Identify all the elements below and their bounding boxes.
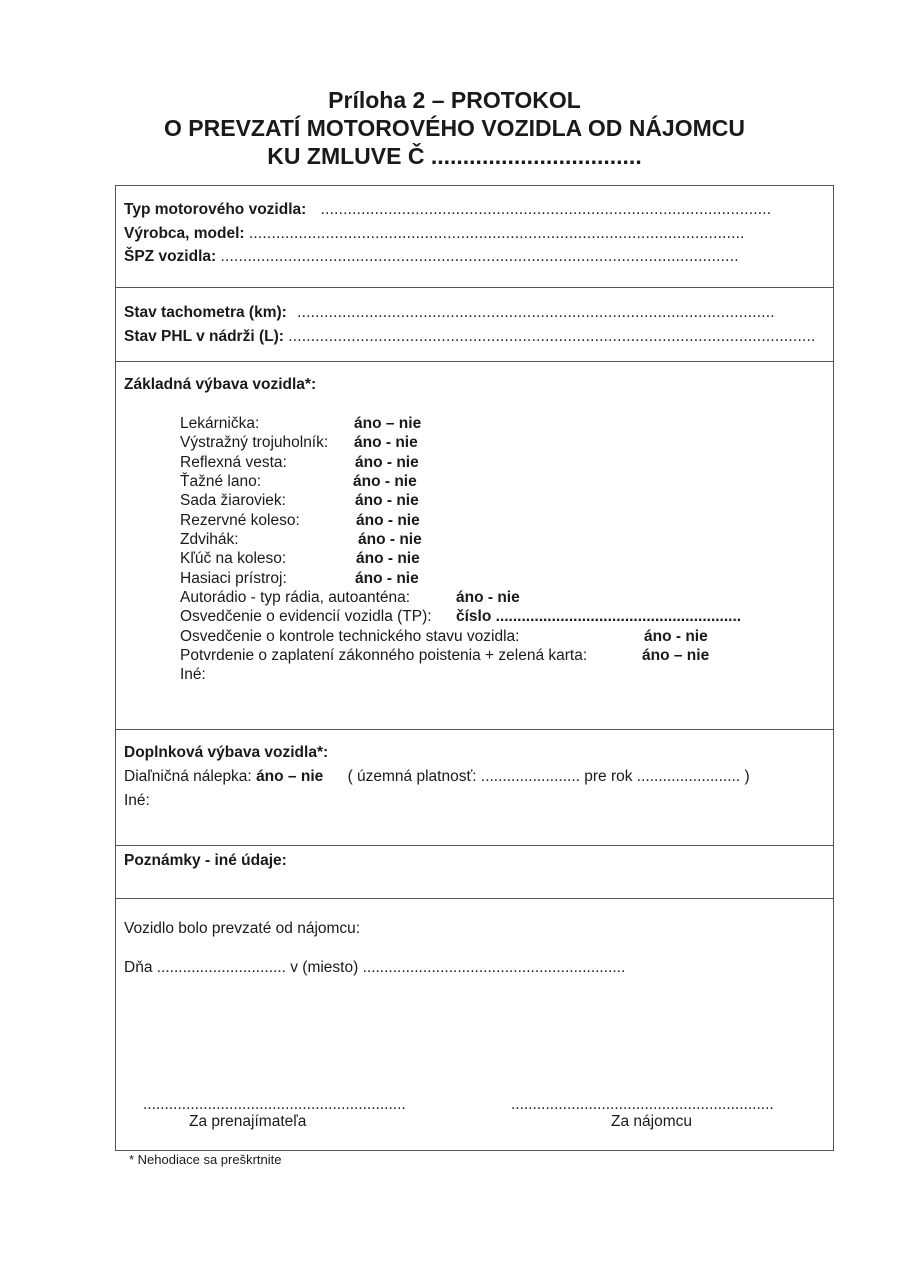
vehicle-type-field[interactable]: ....................................................................................................	[320, 201, 772, 218]
equipment-item-answer[interactable]: áno – nie	[642, 647, 710, 664]
notes-heading: Poznámky - iné údaje:	[124, 852, 287, 869]
equipment-item-answer[interactable]: áno - nie	[353, 473, 417, 490]
section-divider	[115, 287, 834, 288]
section-divider	[115, 898, 834, 899]
vehicle-maker-row	[124, 224, 745, 243]
extra-other-label: Iné:	[124, 792, 150, 809]
footnote: * Nehodiace sa preškrtnite	[129, 1152, 282, 1167]
document-title	[0, 86, 909, 170]
equipment-item-answer[interactable]: áno - nie	[355, 454, 419, 471]
vehicle-maker-field[interactable]: ..............................................................................................................	[248, 225, 745, 242]
equipment-item-label: Iné:	[180, 666, 206, 683]
equipment-item-label: Sada žiaroviek:	[180, 492, 286, 509]
vignette-detail[interactable]: ( územná platnosť: ....................... pre rok ........................ )	[347, 768, 750, 785]
equipment-item-answer[interactable]: áno - nie	[358, 531, 422, 548]
fuel-label: Stav PHL v nádrži (L):	[124, 328, 284, 345]
equipment-item-label: Hasiaci prístroj:	[180, 570, 287, 587]
equipment-item-label: Výstražný trojuholník:	[180, 434, 329, 451]
odometer-row	[124, 303, 775, 322]
vehicle-plate-row	[124, 247, 739, 266]
vignette-answer[interactable]: áno – nie	[256, 768, 324, 785]
equipment-item-label: Kľúč na koleso:	[180, 550, 287, 567]
fuel-field[interactable]: .....................................................................................................................	[288, 328, 816, 345]
vehicle-plate-field[interactable]: ...................................................................................................................	[220, 248, 739, 265]
equipment-item-label: Osvedčenie o evidencií vozidla (TP):	[180, 608, 432, 625]
extra-equipment-heading: Doplnková výbava vozidla*:	[124, 744, 329, 761]
lessee-label: Za nájomcu	[611, 1113, 692, 1130]
fuel-row	[124, 327, 815, 346]
equipment-item-answer[interactable]: áno - nie	[355, 492, 419, 509]
equipment-item-label: Osvedčenie o kontrole technického stavu vozidla:	[180, 628, 520, 645]
lessor-signature-line[interactable]: .............................................................	[143, 1096, 406, 1113]
equipment-item-answer[interactable]: áno - nie	[355, 570, 419, 587]
equipment-item-answer[interactable]: áno - nie	[456, 589, 520, 606]
equipment-item-answer[interactable]: áno - nie	[356, 512, 420, 529]
section-divider	[115, 361, 834, 362]
lessor-label: Za prenajímateľa	[189, 1113, 307, 1130]
equipment-item-answer[interactable]: áno - nie	[356, 550, 420, 567]
title-line-2: O PREVZATÍ MOTOROVÉHO VOZIDLA OD NÁJOMCU	[164, 115, 745, 141]
lessee-signature-line[interactable]: .............................................................	[511, 1096, 774, 1113]
equipment-item-label: Ťažné lano:	[180, 473, 261, 490]
equipment-item-label: Rezervné koleso:	[180, 512, 300, 529]
section-divider	[115, 845, 834, 846]
equipment-item-answer[interactable]: áno - nie	[354, 434, 418, 451]
handover-statement: Vozidlo bolo prevzaté od nájomcu:	[124, 920, 361, 937]
odometer-label: Stav tachometra (km):	[124, 304, 287, 321]
equipment-item-label: Lekárnička:	[180, 415, 260, 432]
vehicle-type-row	[124, 200, 771, 219]
vignette-label: Diaľničná nálepka:	[124, 768, 252, 785]
equipment-item-answer[interactable]: áno - nie	[644, 628, 708, 645]
vehicle-plate-label: ŠPZ vozidla:	[124, 248, 217, 265]
title-line-1: Príloha 2 – PROTOKOL	[328, 87, 581, 113]
vehicle-maker-label: Výrobca, model:	[124, 225, 245, 242]
title-line-3: KU ZMLUVE Č .................................	[267, 143, 642, 169]
date-place-field[interactable]: Dňa .............................. v (miesto) .............................................................	[124, 959, 626, 976]
equipment-item-answer[interactable]: áno – nie	[354, 415, 422, 432]
equipment-item-label: Zdvihák:	[180, 531, 239, 548]
vehicle-type-label: Typ motorového vozidla:	[124, 201, 307, 218]
section-divider	[115, 729, 834, 730]
registration-number-field[interactable]: číslo .........................................................	[456, 608, 742, 625]
vignette-row	[124, 767, 750, 786]
odometer-field[interactable]: ..........................................................................................................	[297, 304, 775, 321]
equipment-item-label: Potvrdenie o zaplatení zákonného poistenia + zelená karta:	[180, 647, 588, 664]
equipment-item-label: Reflexná vesta:	[180, 454, 287, 471]
equipment-item-label: Autorádio - typ rádia, autoanténa:	[180, 589, 411, 606]
basic-equipment-heading: Základná výbava vozidla*:	[124, 376, 317, 393]
